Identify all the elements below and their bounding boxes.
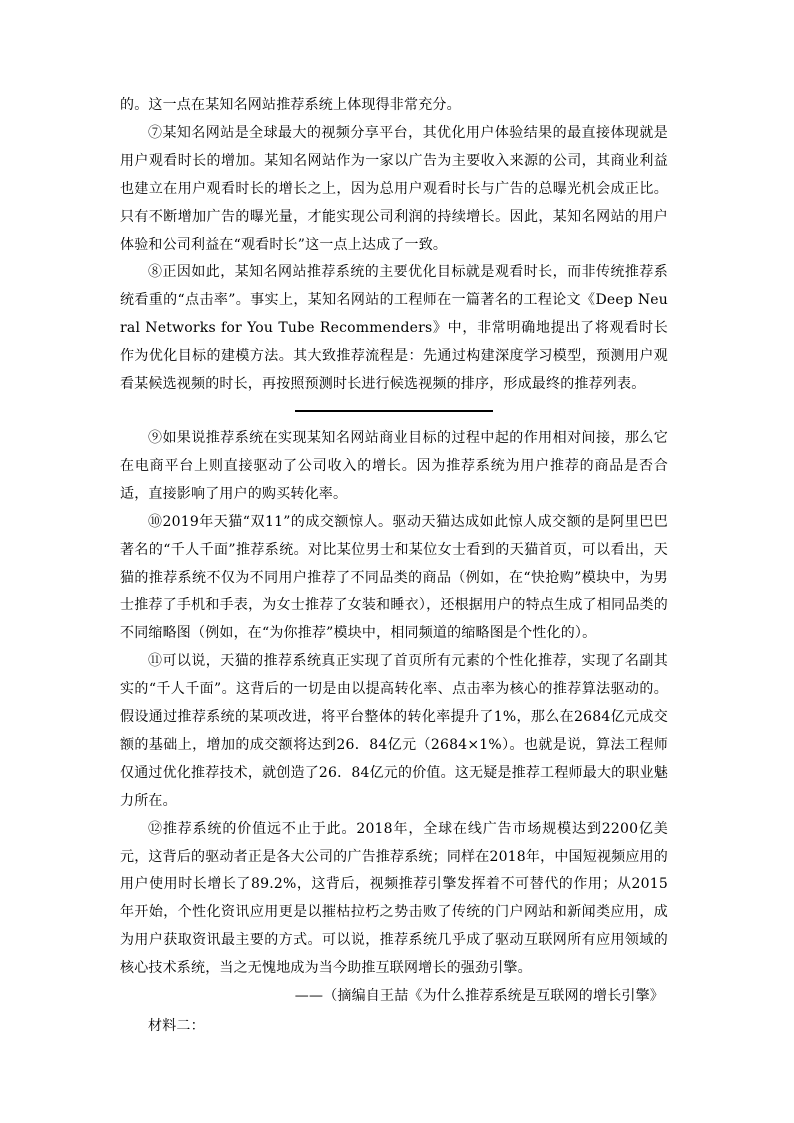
paragraph-12: ⑫推荐系统的价值远不止于此。2018年，全球在线广告市场规模达到2200亿美元，这背后的驱动者正是各大公司的广告推荐系统；同样在2018年，中国短视频应用的用户使用时长增长了89.2%，这背后，视频推荐引擎发挥着不可替代的作用；从2015年开始，个性化资讯应用更是以摧枯拉朽之势击败了传统的门户网站和新闻类应用，成为用户获取资讯最主要的方式。可以说，推荐系统几乎成了驱动互联网所有应用领域的核心技术系统，当之无愧地成为当今助推互联网增长的强劲引擎。 bbox=[120, 820, 668, 977]
paragraph-9: ⑨如果说推荐系统在实现某知名网站商业目标的过程中起的作用相对间接，那么它在电商平台上则直接驱动了公司收入的增长。因为推荐系统为用户推荐的商品是否合适，直接影响了用户的购买转化率。 bbox=[120, 429, 668, 502]
paragraph-11: ⑪可以说，天猫的推荐系统真正实现了首页所有元素的个性化推荐，实现了名副其实的“千人千面”。这背后的一切是由以提高转化率、点击率为核心的推荐算法驱动的。假设通过推荐系统的某项改进，将平台整体的转化率提升了1%，那么在2684亿元成交额的基础上，增加的成交额将达到26．84亿元（2684×1%）。也就是说，算法工程师仅通过优化推荐技术，就创造了26．84亿元的价值。这无疑是推荐工程师最大的职业魅力所在。 bbox=[120, 653, 668, 809]
paragraph-10: ⑩2019年天猫“双11”的成交额惊人。驱动天猫达成如此惊人成交额的是阿里巴巴著名的“千人千面”推荐系统。对比某位男士和某位女士看到的天猫首页，可以看出，天猫的推荐系统不仅为不同用户推荐了不同品类的商品（例如，在“快抢购”模块中，为男士推荐了手机和手表，为女士推荐了女装和睡衣），还根据用户的特点生成了相同品类的不同缩略图（例如，在“为你推荐”模块中，相同频道的缩略图是个性化的）。 bbox=[120, 513, 668, 642]
document-page bbox=[120, 92, 668, 1041]
fill-in-blank-line bbox=[295, 410, 493, 412]
source-citation: ——（摘编自王喆《为什么推荐系统是互联网的增长引擎》 bbox=[294, 988, 664, 1005]
paragraph-7: ⑦某知名网站是全球最大的视频分享平台，其优化用户体验结果的最直接体现就是用户观看时长的增加。某知名网站作为一家以广告为主要收入来源的公司，其商业利益也建立在用户观看时长的增长之上，因为总用户观看时长与广告的总曝光机会成正比。只有不断增加广告的曝光量，才能实现公司利润的持续增长。因此，某知名网站的用户体验和公司利益在“观看时长”这一点上达成了一致。 bbox=[120, 124, 668, 253]
paragraph-8: ⑧正因如此，某知名网站推荐系统的主要优化目标就是观看时长，而非传统推荐系统看重的“点击率”。事实上，某知名网站的工程师在一篇著名的工程论文《Deep Neural Networks for You Tube Recommenders》中，非常明确地提出了将观看时长作为优化目标的建模方法。其大致推荐流程是：先通过构建深度学习模型，预测用户观看某候选视频的时长，再按照预测时长进行候选视频的排序，形成最终的推荐列表。 bbox=[120, 264, 668, 393]
paragraph-6-tail: 的。这一点在某知名网站推荐系统上体现得非常充分。 bbox=[120, 97, 461, 113]
material-two-label: 材料二： bbox=[148, 1018, 205, 1034]
